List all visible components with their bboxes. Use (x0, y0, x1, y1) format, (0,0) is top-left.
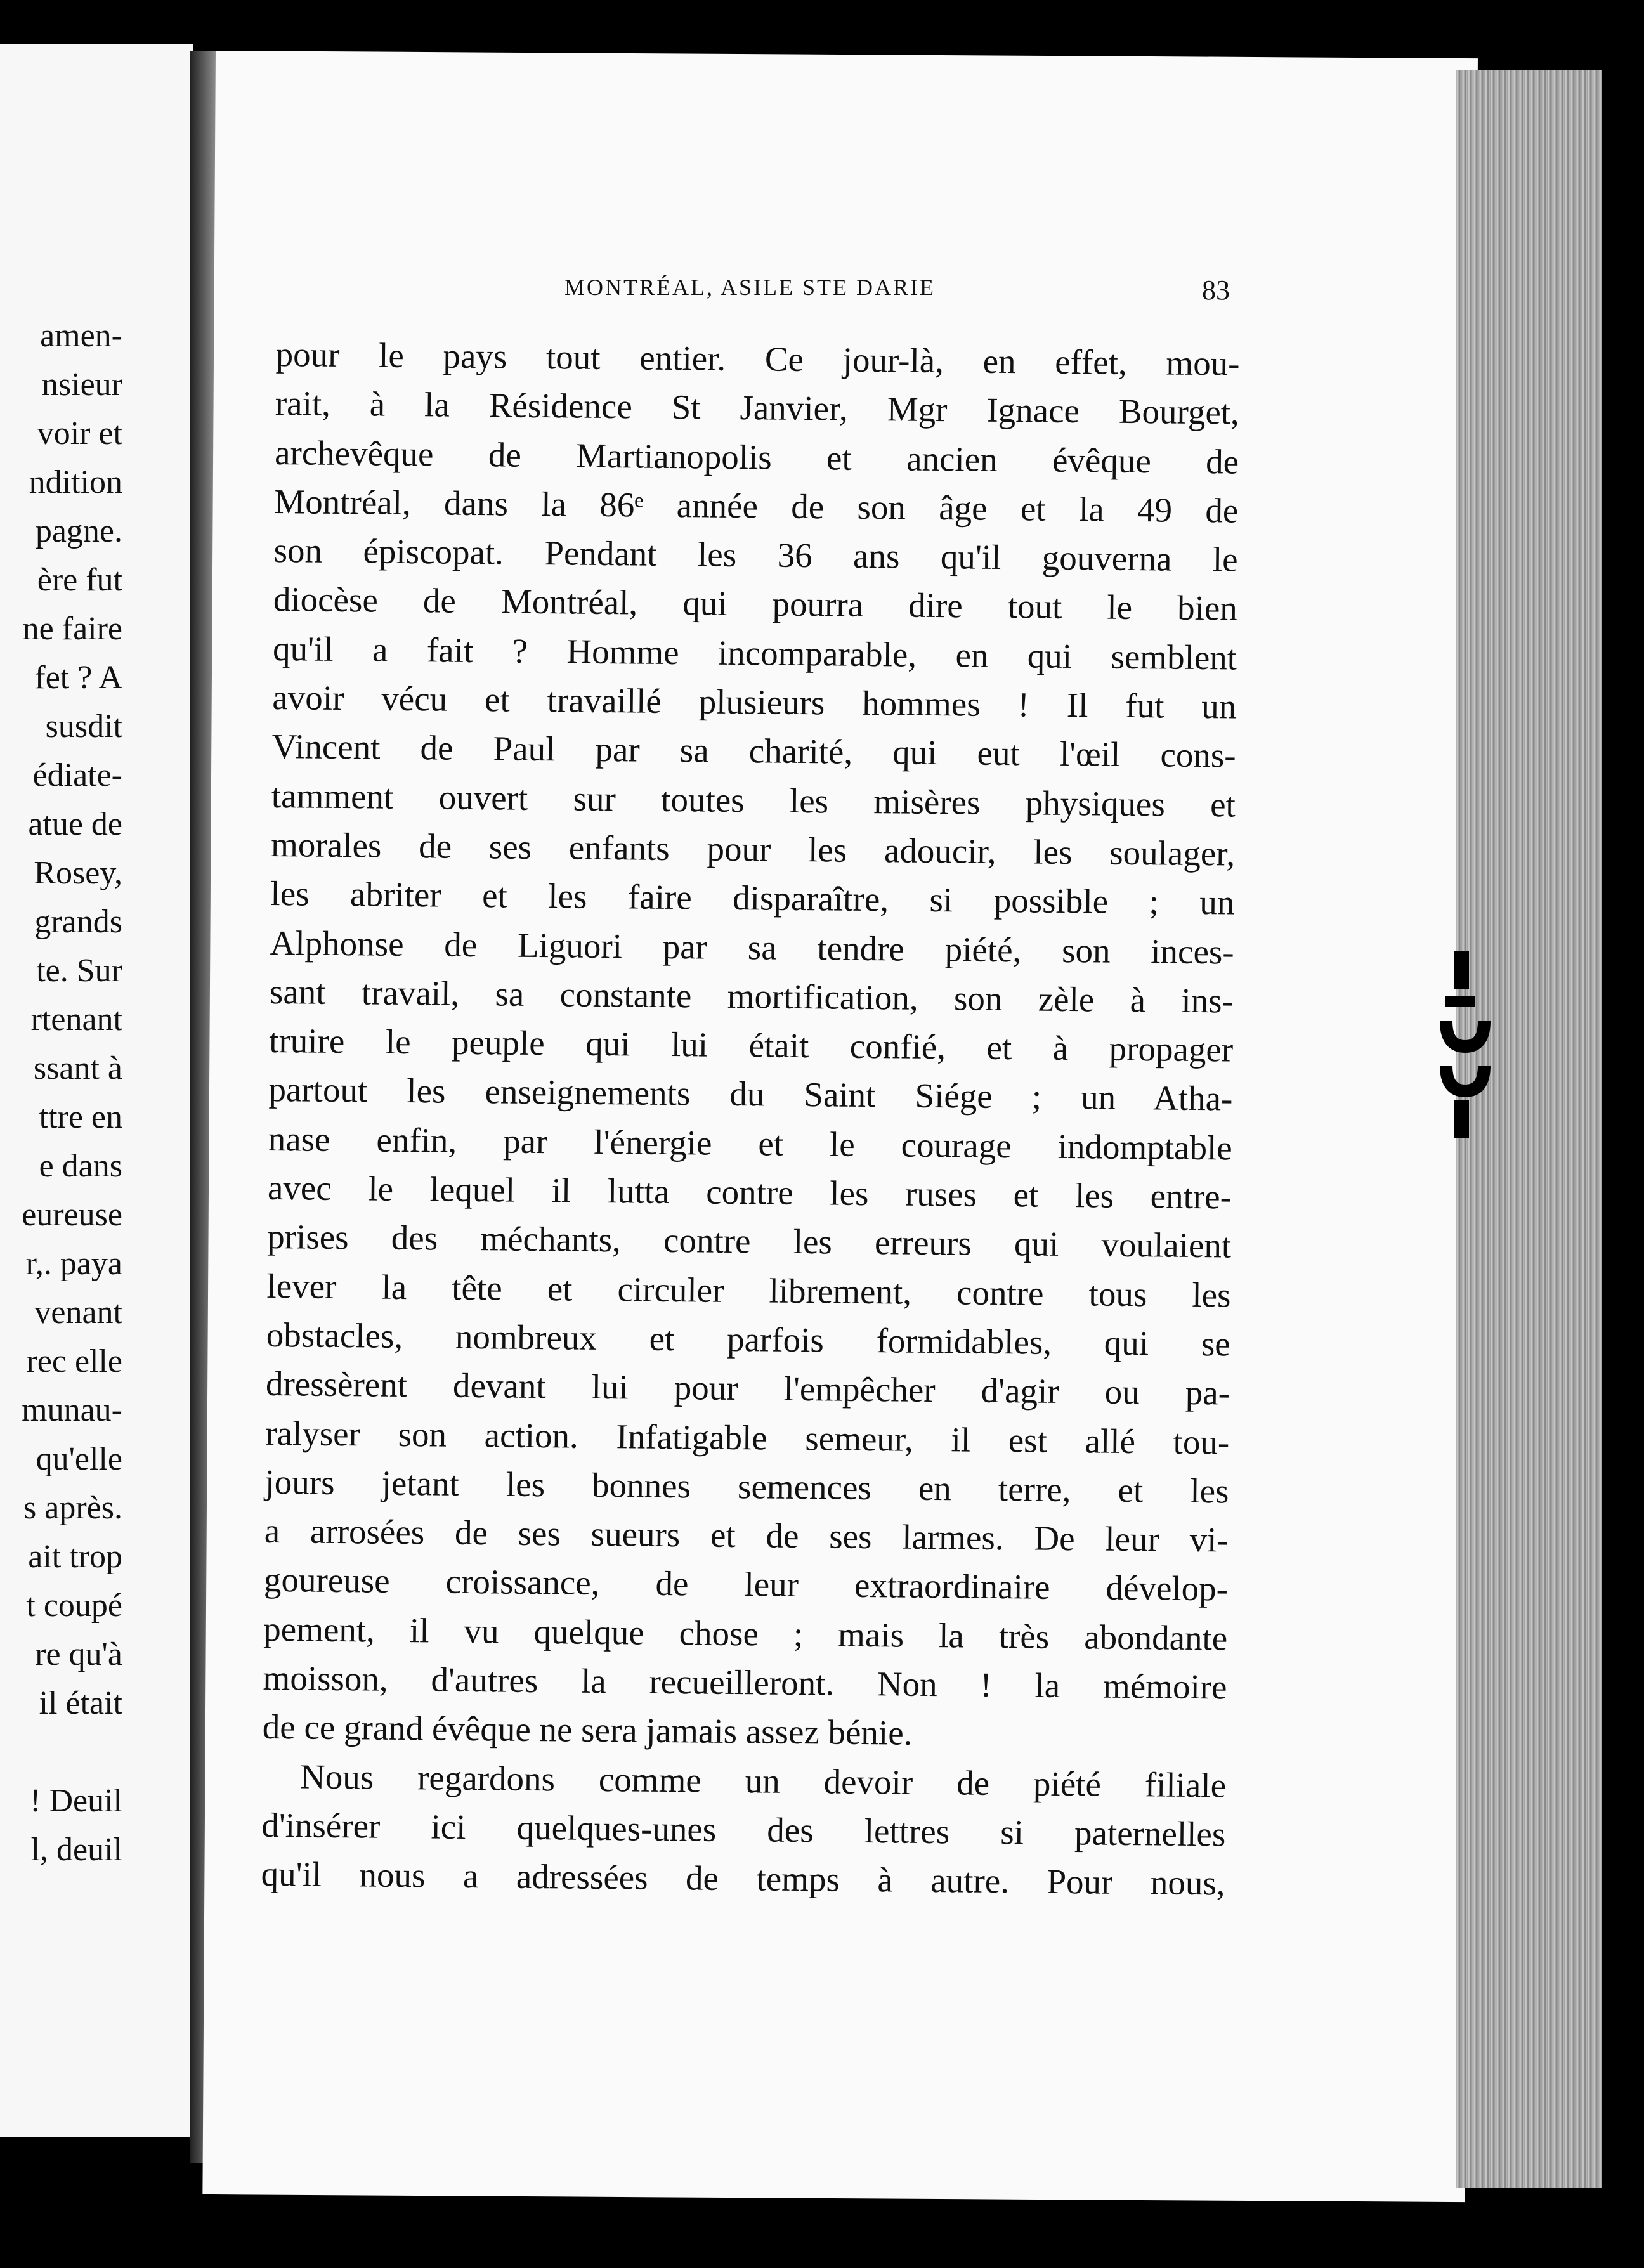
text-line: tamment ouvert sur toutes les misères physiques et (271, 776, 1236, 824)
left-page-line: ait trop (28, 1539, 122, 1575)
left-page-line: Rosey, (34, 855, 122, 891)
left-page-line: rec elle (26, 1343, 122, 1379)
text-line: qu'il a fait ? Homme incomparable, en qui semblent (272, 629, 1237, 677)
text-line: a arrosées de ses sueurs et de ses larmes. De leur vi- (264, 1511, 1229, 1560)
text-line: diocèse de Montréal, qui pourra dire tout le bien (273, 580, 1238, 629)
text-line: jours jetant les bonnes semences en terre, et les (264, 1462, 1229, 1511)
left-page-line: re qu'à (35, 1636, 122, 1672)
text-line: Alphonse de Liguori par sa tendre piété, son inces- (270, 923, 1234, 972)
text-line: les abriter et les faire disparaître, si possible ; un (270, 874, 1235, 922)
text-line: archevêque de Martianopolis et ancien évêque de (274, 433, 1239, 481)
left-page-line: édiate- (32, 757, 122, 793)
text-line: avec le lequel il lutta contre les ruses et les entre- (267, 1168, 1232, 1216)
left-page-line: l, deuil (30, 1832, 122, 1868)
text-line: prises des méchants, contre les erreurs qui voulaient (266, 1217, 1232, 1265)
text-line: obstacles, nombreux et parfois formidables, qui se (266, 1315, 1231, 1364)
text-line: ralyser son action. Infatigable semeur, il est allé tou- (265, 1413, 1230, 1462)
left-page-line: eureuse (22, 1197, 122, 1233)
text-line: morales de ses enfants pour les adoucir, les soulager, (270, 824, 1236, 873)
left-page-line: e dans (39, 1148, 122, 1184)
left-facing-page (0, 44, 193, 2137)
text-line: goureuse croissance, de leur extraordinaire dévelop- (263, 1560, 1229, 1608)
text-line: de ce grand évêque ne sera jamais assez bénie. (262, 1707, 913, 1753)
left-page-line: ne faire (22, 611, 122, 647)
left-page-line: susdit (45, 708, 122, 745)
left-page-line: nsieur (41, 367, 122, 403)
edge-stamp-mark (1440, 951, 1510, 1142)
text-line: Nous regardons comme un devoir de piété filiale (299, 1757, 1227, 1805)
left-page-line: pagne. (35, 513, 122, 549)
text-line: avoir vécu et travaillé plusieurs hommes ! Il fut un (272, 678, 1237, 726)
text-line: d'insérer ici quelques-unes des lettres si paternelles (261, 1805, 1226, 1854)
text-line: moisson, d'autres la recueilleront. Non ! la mémoire (263, 1658, 1227, 1707)
text-line: rait, à la Résidence St Janvier, Mgr Ignace Bourget, (275, 384, 1240, 432)
left-page-line: rtenant (30, 1001, 122, 1038)
left-page-line: t coupé (26, 1587, 122, 1624)
text-line: pour le pays tout entier. Ce jour-là, en effet, mou- (275, 334, 1240, 383)
left-page-line: voir et (37, 415, 122, 452)
text-line: partout les enseignements du Saint Siége ; un Atha- (268, 1070, 1233, 1118)
left-page-line: r,. paya (25, 1246, 122, 1282)
left-page-line: munau- (22, 1392, 122, 1428)
text-line: lever la tête et circuler librement, contre tous les (266, 1266, 1231, 1315)
text-line: nase enfin, par l'énergie et le courage indomptable (268, 1119, 1232, 1168)
left-page-line: te. Sur (36, 953, 122, 989)
left-page-line: ttre en (39, 1099, 122, 1135)
left-page-line: ssant à (33, 1050, 122, 1086)
text-line: Vincent de Paul par sa charité, qui eut l'œil cons- (271, 727, 1236, 775)
text-line: qu'il nous a adressées de temps à autre. Pour nous, (261, 1854, 1225, 1903)
left-page-line: fet ? A (34, 660, 122, 696)
text-line: dressèrent devant lui pour l'empêcher d'agir ou pa- (265, 1364, 1230, 1412)
text-line: truire le peuple qui lui était confié, et à propager (268, 1021, 1234, 1069)
text-line: Montréal, dans la 86ᵉ année de son âge et la 49 de (274, 481, 1239, 530)
left-page-line: ère fut (37, 562, 122, 598)
left-page-line: ! Deuil (30, 1783, 122, 1819)
left-page-line: amen- (40, 318, 122, 354)
page-number: 83 (1202, 275, 1230, 306)
left-page-line: atue de (28, 806, 122, 842)
text-line: pement, il vu quelque chose ; mais la très abondante (263, 1609, 1228, 1658)
left-page-line: ndition (29, 464, 122, 500)
left-page-line: grands (34, 904, 122, 940)
text-line: son épiscopat. Pendant les 36 ans qu'il gouverna le (273, 531, 1238, 579)
left-page-line: qu'elle (36, 1441, 122, 1477)
left-page-line: s après. (23, 1490, 122, 1526)
left-page-line: il était (39, 1685, 122, 1721)
running-head: MONTRÉAL, ASILE STE DARIE (564, 275, 936, 300)
left-page-line: venant (34, 1294, 122, 1331)
text-line: sant travail, sa constante mortification, son zèle à ins- (269, 972, 1234, 1020)
body-text (261, 330, 1240, 1908)
